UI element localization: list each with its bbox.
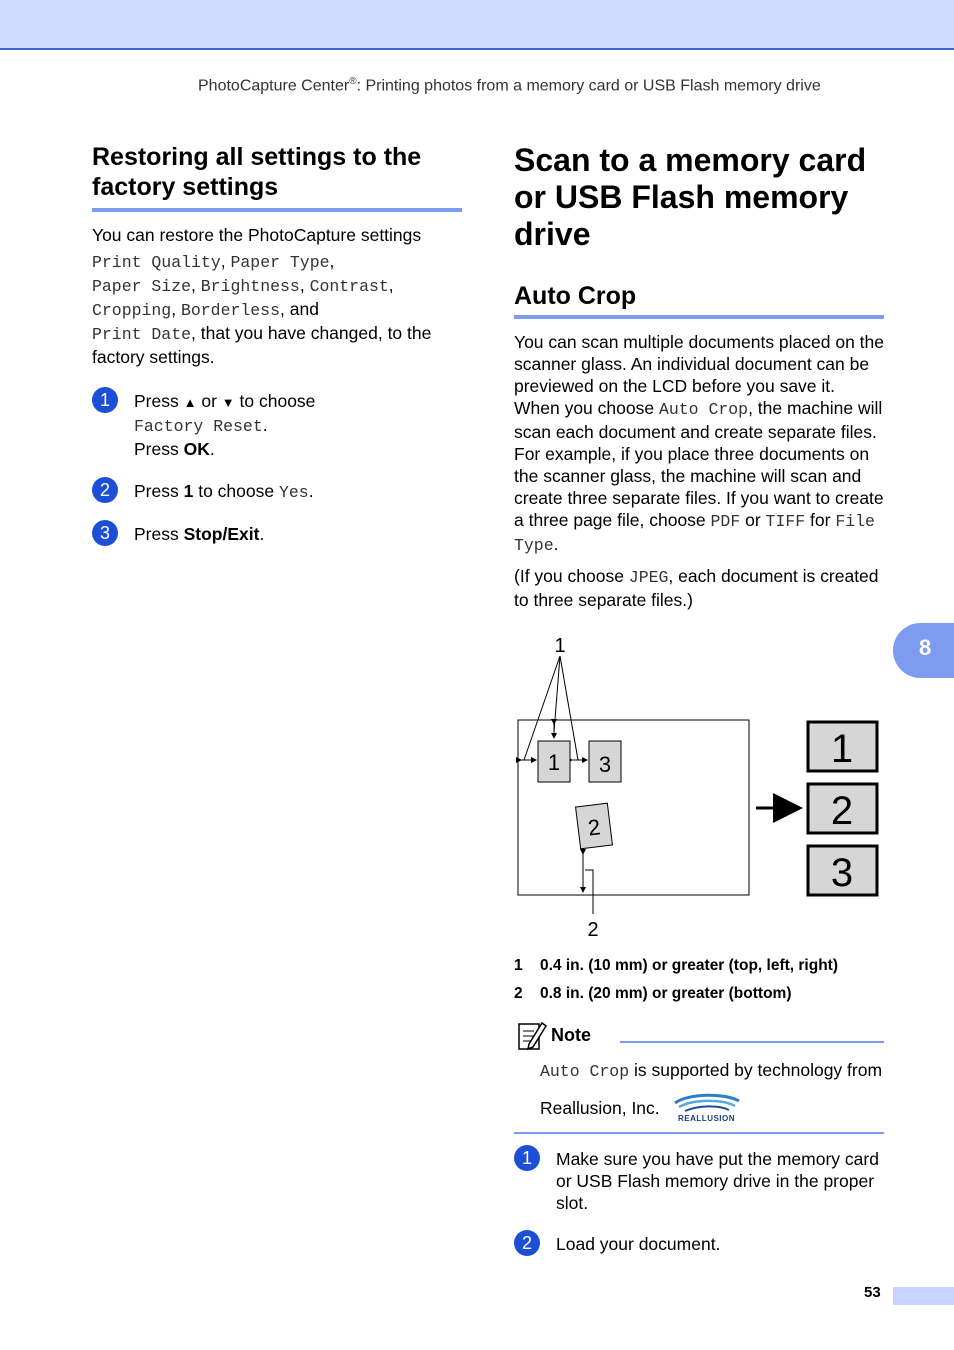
down-arrow-icon: ▼ [221, 395, 235, 410]
restore-step-3: 3 Press Stop/Exit. [92, 523, 462, 545]
restore-settings-list: Print Quality, Paper Type, Paper Size, Brightness, Contrast, Cropping, Borderless, and Print Date, that you have changed, to the factory settings. [92, 251, 432, 367]
document-3 [589, 741, 621, 782]
legend-item-1: 1 0.4 in. (10 mm) or greater (top, left, right) [514, 957, 838, 974]
svg-text:1: 1 [547, 750, 561, 775]
svg-text:1: 1 [830, 727, 854, 771]
restore-step-1: 1 Press ▲ or ▼ to choose Factory Reset. Press OK. [92, 390, 462, 460]
scan-step-1: 1 Make sure you have put the memory card or USB Flash memory drive in the proper slot. [514, 1148, 884, 1214]
header-band [0, 0, 954, 50]
note-rule [620, 1041, 884, 1043]
section-heading-restoring: Restoring all settings to the factory settings [92, 142, 462, 212]
note-box [514, 1018, 884, 1134]
section-heading-auto-crop: Auto Crop [514, 281, 884, 319]
note-label: Note [551, 1025, 591, 1045]
step-number-badge: 2 [514, 1230, 540, 1256]
legend-item-2: 2 0.8 in. (20 mm) or greater (bottom) [514, 985, 792, 1002]
svg-text:2: 2 [586, 814, 602, 841]
scan-step-2: 2 Load your document. [514, 1233, 884, 1255]
step-number-badge: 2 [92, 477, 118, 503]
up-arrow-icon: ▲ [183, 395, 197, 410]
document-1 [538, 741, 570, 782]
output-file-1 [808, 722, 877, 771]
output-file-3 [808, 846, 877, 895]
restore-step-2: 2 Press 1 to choose Yes. [92, 480, 462, 504]
callout-2-label: 2 [587, 919, 599, 941]
auto-crop-description: You can scan multiple documents placed on the scanner glass. An individual document can be previewed on the LCD before you save it. When you choose Auto Crop, the machine will scan each document and create separate files. For example, if you place three documents on the scanner glass, the machine will scan and create three separate files. If you want to create a three page file, choose PDF or TIFF for File Type. [514, 332, 885, 555]
running-header: PhotoCapture Center®: Printing photos from a memory card or USB Flash memory drive [198, 76, 821, 95]
right-column [514, 142, 884, 611]
svg-text:3: 3 [598, 752, 612, 777]
left-column [92, 142, 462, 545]
step-number-badge: 1 [514, 1145, 540, 1171]
step-number-badge: 1 [92, 387, 118, 413]
page-number-band [893, 1287, 954, 1305]
step-number-badge: 3 [92, 520, 118, 546]
chapter-tab: 8 [893, 623, 954, 678]
page-number: 53 [864, 1284, 881, 1301]
svg-text:2: 2 [830, 789, 854, 833]
output-file-2 [808, 784, 877, 833]
document-2 [576, 803, 613, 849]
reallusion-logo: REALLUSION [669, 1093, 745, 1125]
note-pencil-icon [517, 1020, 547, 1052]
note-text: Auto Crop is supported by technology from Reallusion, Inc. REALLUSION [540, 1060, 883, 1124]
jpeg-note: (If you choose JPEG, each document is created to three separate files.) [514, 566, 879, 610]
chapter-heading: Scan to a memory card or USB Flash memory drive [514, 142, 867, 252]
auto-crop-diagram [514, 632, 884, 942]
callout-1-label: 1 [554, 635, 566, 657]
restore-intro: You can restore the PhotoCapture settings [92, 225, 422, 245]
svg-text:3: 3 [830, 851, 854, 895]
